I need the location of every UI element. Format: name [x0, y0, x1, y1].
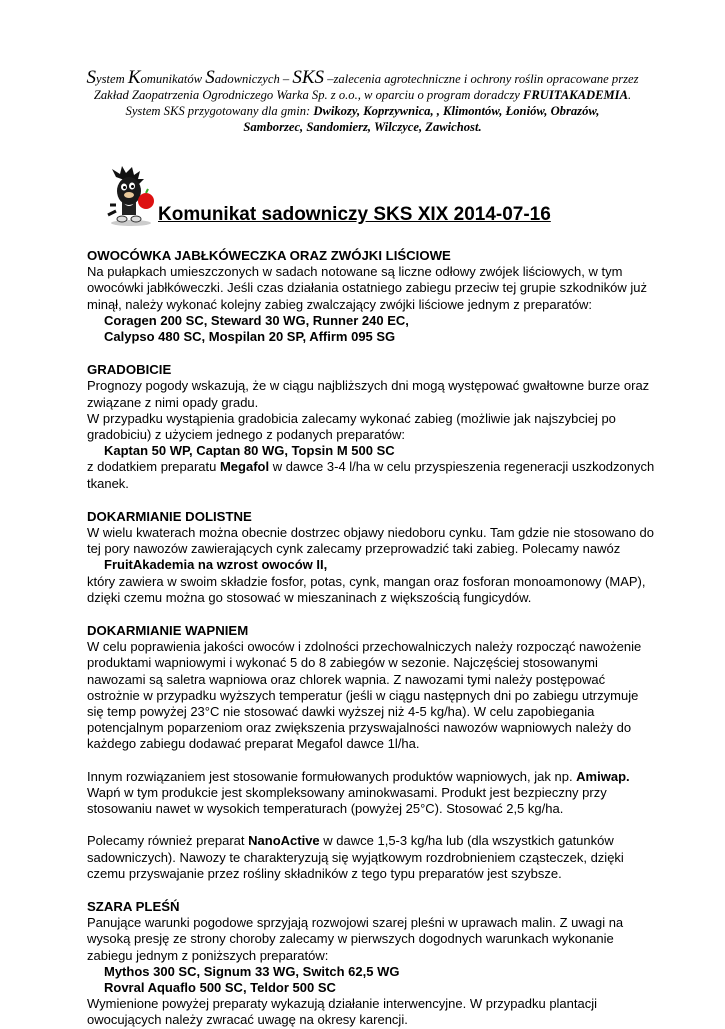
header-line-2: Zakład Zaopatrzenia Ogrodniczego Warka Sp. z o.o., w oparciu o program doradczy FRUITAKADEMIA. [93, 88, 632, 102]
product-list: Rovral Aquaflo 500 SC, Teldor 500 SC [104, 979, 336, 995]
paragraph: Innym rozwiązaniem jest stosowanie formułowanych produktów wapniowych, jak np. Amiwap. Wapń w tym produkcie jest skompleksowany aminokwasami. Produkt jest bezpieczny przy stosowaniu nawet w wysokich temperaturach (powyżej 25°C). Stosować 2,5 kg/ha. [87, 768, 630, 817]
section-heading: DOKARMIANIE DOLISTNE [87, 508, 252, 524]
header-line-1: System Komunikatów Sadowniczych – SKS –zalecenia agrotechniczne i ochrony roślin opracowane przez [86, 67, 639, 88]
section-heading: OWOCÓWKA JABŁKÓWECZKA ORAZ ZWÓJKI LIŚCIOWE [87, 248, 451, 263]
document-body [87, 248, 655, 1029]
paragraph: W celu poprawienia jakości owoców i zdolności przechowalniczych należy rozpocząć nawożenie produktami wapniowymi i wykonać 5 do 8 zabiegów w sezonie. Najczęściej stosowanymi nawozami są saletra wapniowa oraz chlorek wapnia. Z nawozami tymi należy postępować ostrożnie w przypadku wyższych temperatur (jeśli w ciągu następnych dni po zabiegu utrzymuje się temp powyżej 23°C nie stosować dawki wyższej niż 4-5 kg/ha). W celu zapobiegania potencjalnym poparzeniom oraz zwiększenia przyswajalności nawozów wapniowych należy do każdego zabiegu dodawać preparat Megafol dawce 1l/ha. [87, 639, 642, 752]
mascot-logo-icon [102, 165, 160, 227]
section-wapniem [87, 623, 655, 882]
product-list: Mythos 300 SC, Signum 33 WG, Switch 62,5 WG [104, 963, 400, 979]
section-szara-plesn [87, 899, 655, 1029]
section-heading: SZARA PLEŚŃ [87, 898, 180, 914]
document-header [60, 67, 665, 135]
paragraph: Prognozy pogody wskazują, że w ciągu najbliższych dni mogą występować gwałtowne burze oraz związane z nimi opady gradu. [87, 378, 650, 410]
section-dolistne [87, 509, 655, 606]
paragraph: z dodatkiem preparatu Megafol w dawce 3-4 l/ha w celu przyspieszenia regeneracji uszkodzonych tkanek. [87, 459, 655, 491]
paragraph: Polecamy również preparat NanoActive w dawce 1,5-3 kg/ha lub (dla wszystkich gatunków sadowniczych). Nawozy te charakteryzują się wyjątkowym rozdrobnieniem cząsteczek, dzięki czemu przyswajanie przez rośliny składników z tego typu preparatów jest szybsze. [87, 833, 624, 881]
product-list: Coragen 200 SC, Steward 30 WG, Runner 240 EC, [104, 312, 409, 328]
paragraph: W wielu kwaterach można obecnie dostrzec objawy niedoboru cynku. Tam gdzie nie stosowano do tej pory nawozów zawierających cynk zalecamy przeprowadzić taki zabieg. Polecamy nawóz [87, 525, 655, 557]
product-list: Calypso 480 SC, Mospilan 20 SP, Affirm 095 SG [104, 329, 396, 345]
header-line-3: System SKS przygotowany dla gmin: Dwikozy, Koprzywnica, , Klimontów, Łoniów, Obrazów, [125, 104, 600, 118]
paragraph: Na pułapkach umieszczonych w sadach notowane są liczne odłowy zwójek liściowych, w tym owocówki jabłkóweczki. Jeśli czas działania ostatniego zabiegu przeciw tej grupie szkodników już minął, należy wykonać kolejny zabieg zwalczający zwójki liściowe jednym z preparatów: [87, 264, 647, 312]
section-gradobicie [87, 362, 655, 492]
page-title: Komunikat sadowniczy SKS XIX 2014-07-16 [158, 204, 551, 225]
section-heading: GRADOBICIE [87, 362, 172, 378]
paragraph: Wymienione powyżej preparaty wykazują działanie interwencyjne. W przypadku plantacji owocujących należy zwracać uwagę na okresy karencji. [87, 996, 598, 1028]
header-line-4: Samborzec, Sandomierz, Wilczyce, Zawichost. [243, 120, 482, 134]
paragraph: który zawiera w swoim składzie fosfor, potas, cynk, mangan oraz fosforan monoamonowy (MAP), dzięki czemu można go stosować w mieszaninach z większością fungicydów. [87, 573, 646, 605]
product-list: Kaptan 50 WP, Captan 80 WG, Topsin M 500 SC [104, 443, 395, 459]
section-heading: DOKARMIANIE WAPNIEM [87, 623, 249, 639]
paragraph: W przypadku wystąpienia gradobicia zalecamy wykonać zabieg (możliwie jak najszybciej po gradobiciu) z użyciem jednego z podanych preparatów: [87, 410, 616, 443]
paragraph: Panujące warunki pogodowe sprzyjają rozwojowi szarej pleśni w uprawach malin. Z uwagi na wysoką presję ze strony choroby zalecamy w pierwszych dogodnych warunkach wykonanie zabiegu jednym z poniższych preparatów: [87, 915, 624, 963]
section-owocowka [87, 248, 655, 345]
product-list: FruitAkademia na wzrost owoców II, [104, 557, 328, 573]
